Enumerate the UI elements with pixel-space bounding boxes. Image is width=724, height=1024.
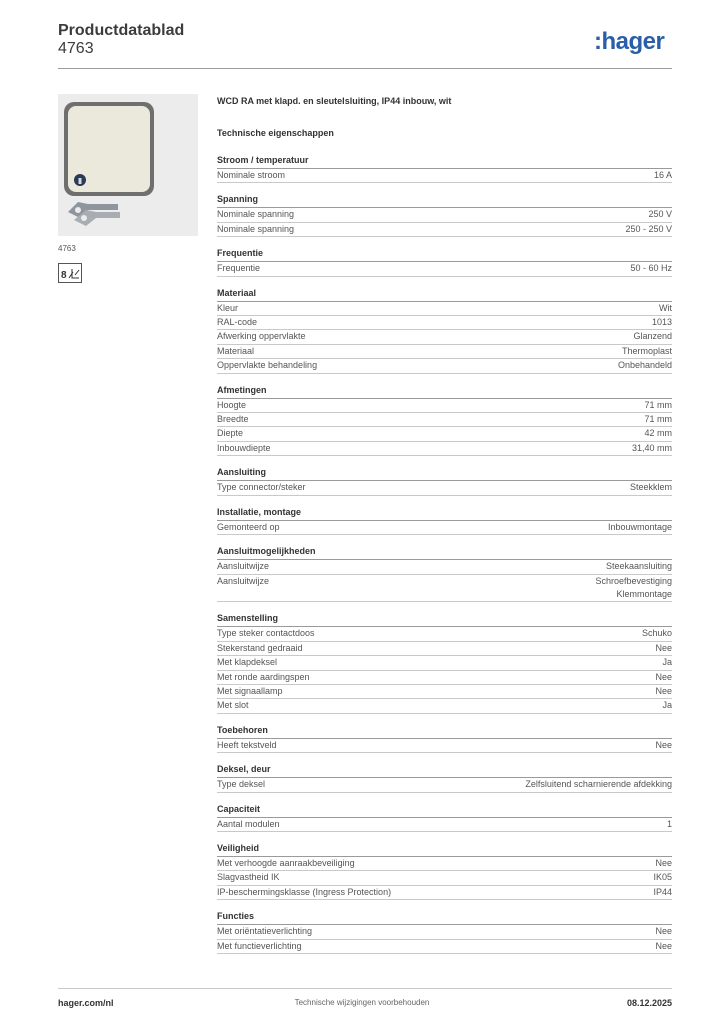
spec-value: Steekaansluiting	[605, 561, 672, 572]
spec-label: Inbouwdiepte	[217, 442, 271, 453]
header-divider	[58, 68, 672, 69]
spec-label: Met slot	[217, 700, 249, 711]
spec-value: Nee	[655, 857, 672, 868]
spec-value: Ja	[662, 700, 672, 711]
spec-group-title: Materiaal	[217, 288, 672, 302]
spec-group	[217, 155, 672, 183]
spec-value: IK05	[653, 872, 672, 883]
spec-group-title: Stroom / temperatuur	[217, 155, 672, 169]
spec-row	[217, 208, 672, 222]
spec-group-title: Aansluiting	[217, 467, 672, 481]
spec-row	[217, 223, 672, 237]
spec-group-title: Afmetingen	[217, 385, 672, 399]
spec-value: Zelfsluitend scharnierende afdekking	[525, 779, 672, 790]
spec-label: Aansluitwijze	[217, 561, 270, 572]
spec-value: Schroefbevestiging Klemmontage	[595, 575, 672, 599]
spec-label: RAL-code	[217, 317, 258, 328]
spec-group	[217, 725, 672, 753]
spec-row	[217, 699, 672, 713]
spec-group-title: Spanning	[217, 194, 672, 208]
spec-value: Glanzend	[633, 331, 672, 342]
spec-group	[217, 194, 672, 237]
spec-row	[217, 427, 672, 441]
spec-value: Nee	[655, 642, 672, 653]
spec-label: Nominale stroom	[217, 170, 286, 180]
spec-value: Nee	[655, 940, 672, 951]
spec-label: Met klapdeksel	[217, 657, 278, 668]
spec-label: Nominale spanning	[217, 209, 295, 220]
spec-label: Aansluitwijze	[217, 575, 270, 586]
spec-row	[217, 778, 672, 792]
spec-label: Afwerking oppervlakte	[217, 331, 306, 342]
spec-row	[217, 442, 672, 456]
spec-value: Nee	[655, 685, 672, 696]
spec-row	[217, 302, 672, 316]
spec-row	[217, 925, 672, 939]
spec-value: 71 mm	[644, 414, 672, 425]
spec-row	[217, 642, 672, 656]
spec-label: Slagvastheid IK	[217, 872, 280, 883]
spec-label: Nominale spanning	[217, 223, 295, 234]
spec-row	[217, 345, 672, 359]
footer-divider	[58, 988, 672, 989]
spec-row	[217, 818, 672, 832]
socket-cover-illustration	[58, 94, 198, 236]
spec-row	[217, 940, 672, 954]
spec-group-title: Installatie, montage	[217, 507, 672, 521]
spec-label: Type deksel	[217, 779, 266, 790]
specifications	[217, 96, 672, 954]
spec-value: Nee	[655, 926, 672, 937]
spec-value: Steekklem	[629, 482, 672, 493]
spec-value: 50 - 60 Hz	[630, 263, 672, 274]
spec-row	[217, 671, 672, 685]
spec-value: Nee	[655, 739, 672, 750]
spec-value: IP44	[653, 886, 672, 897]
spec-group-title: Frequentie	[217, 248, 672, 262]
footer-date: 08.12.2025	[626, 998, 672, 1008]
spec-row	[217, 330, 672, 344]
spec-group-title: Aansluitmogelijkheden	[217, 546, 672, 560]
spec-group	[217, 288, 672, 374]
spec-value: Wit	[659, 302, 672, 313]
spec-label: Aantal modulen	[217, 818, 280, 829]
section-heading: Technische eigenschappen	[217, 128, 334, 138]
spec-group-title: Capaciteit	[217, 804, 672, 818]
spec-row	[217, 262, 672, 276]
spec-value: Nee	[655, 671, 672, 682]
spec-value: 250 - 250 V	[625, 223, 672, 234]
spec-group	[217, 843, 672, 900]
spec-group-title: Veiligheid	[217, 843, 672, 857]
spec-row	[217, 316, 672, 330]
spec-value: 16 A	[653, 170, 672, 180]
footer-website-link[interactable]: hager.com/nl	[58, 998, 114, 1008]
spec-value: 1	[666, 818, 672, 829]
spec-row	[217, 575, 672, 603]
spec-label: Met ronde aardingspen	[217, 671, 310, 682]
spec-group	[217, 613, 672, 713]
spec-value: Schuko	[641, 628, 672, 639]
product-image	[58, 94, 198, 236]
spec-label: Kleur	[217, 302, 239, 313]
spec-row	[217, 413, 672, 427]
spec-label: Gemonteerd op	[217, 521, 280, 532]
spec-row	[217, 685, 672, 699]
spec-group	[217, 911, 672, 954]
spec-group-title: Samenstelling	[217, 613, 672, 627]
spec-group	[217, 804, 672, 832]
hager-logo[interactable]: :hager	[594, 28, 665, 55]
spec-row	[217, 399, 672, 413]
spec-value: 1013	[651, 317, 672, 328]
spring-flap-symbol-icon	[58, 263, 82, 283]
spec-label: Met oriëntatieverlichting	[217, 926, 313, 937]
spec-group	[217, 507, 672, 535]
spec-groups	[217, 155, 672, 954]
spec-value: Ja	[662, 657, 672, 668]
spec-label: Stekerstand gedraaid	[217, 642, 303, 653]
spec-label: Oppervlakte behandeling	[217, 360, 318, 371]
spec-group	[217, 248, 672, 276]
spec-label: Hoogte	[217, 399, 247, 410]
spec-row	[217, 481, 672, 495]
product-code: 4763	[58, 40, 94, 57]
spec-label: IP-beschermingsklasse (Ingress Protection)	[217, 886, 392, 897]
spec-label: Breedte	[217, 414, 249, 425]
spec-label: Heeft tekstveld	[217, 739, 277, 750]
spec-value: Thermoplast	[621, 345, 672, 356]
product-title: WCD RA met klapd. en sleutelsluiting, IP44 inbouw, wit	[217, 96, 452, 106]
spec-group-title: Deksel, deur	[217, 764, 672, 778]
spec-value: Inbouwmontage	[607, 521, 672, 532]
spec-value: 250 V	[648, 209, 672, 220]
spec-group	[217, 546, 672, 602]
page-title: Productdatablad	[58, 22, 185, 39]
spec-group-title: Functies	[217, 911, 672, 925]
image-caption: 4763	[58, 244, 76, 253]
spec-label: Diepte	[217, 428, 244, 439]
svg-text:8: 8	[61, 270, 67, 281]
spec-row	[217, 627, 672, 641]
spec-group-title: Toebehoren	[217, 725, 672, 739]
spec-value: 31,40 mm	[631, 442, 672, 453]
spec-group	[217, 385, 672, 457]
spec-label: Frequentie	[217, 263, 261, 274]
spec-label: Met verhoogde aanraakbeveiliging	[217, 857, 355, 868]
spec-label: Met signaallamp	[217, 685, 283, 696]
spec-row	[217, 169, 672, 183]
spec-value: 71 mm	[644, 399, 672, 410]
spec-label: Type connector/steker	[217, 482, 306, 493]
spec-label: Type steker contactdoos	[217, 628, 315, 639]
spec-value: 42 mm	[644, 428, 672, 439]
spec-group	[217, 467, 672, 495]
spec-group	[217, 764, 672, 792]
footer-disclaimer: Technische wijzigingen voorbehouden	[294, 998, 430, 1007]
spec-row	[217, 359, 672, 373]
spec-row	[217, 739, 672, 753]
spec-label: Met functieverlichting	[217, 940, 302, 951]
spec-label: Materiaal	[217, 345, 255, 356]
spec-row	[217, 857, 672, 871]
spec-row	[217, 871, 672, 885]
spec-row	[217, 656, 672, 670]
spec-row	[217, 886, 672, 900]
spec-row	[217, 521, 672, 535]
spec-row	[217, 560, 672, 574]
spec-value: Onbehandeld	[617, 360, 672, 371]
